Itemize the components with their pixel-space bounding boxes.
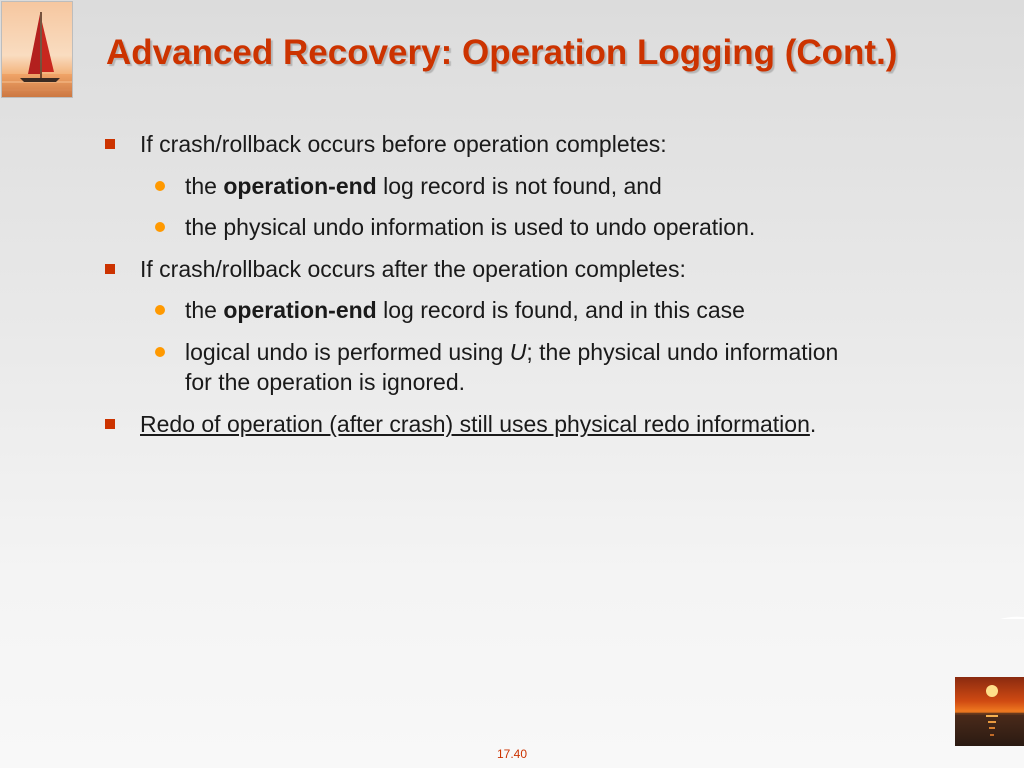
sunset-icon (955, 677, 1024, 746)
round-bullet-icon (155, 305, 165, 315)
bullet-item: If crash/rollback occurs before operation completes: (140, 131, 667, 157)
sub-bullet-item: the operation-end log record is not found, and (185, 173, 662, 199)
bullet-item: If crash/rollback occurs after the operation completes: (140, 256, 686, 282)
page-number: 17.40 (497, 747, 528, 761)
sailboat-logo-icon (1, 1, 73, 98)
underlined-text: Redo of operation (after crash) still uses physical redo information (140, 411, 810, 437)
bold-term: operation-end (223, 173, 377, 199)
sub-bullet-continuation: for the operation is ignored. (185, 369, 466, 395)
italic-term: U (509, 339, 527, 365)
square-bullet-icon (105, 419, 115, 429)
round-bullet-icon (155, 181, 165, 191)
square-bullet-icon (105, 139, 115, 149)
round-bullet-icon (155, 222, 165, 232)
round-bullet-icon (155, 347, 165, 357)
square-bullet-icon (105, 264, 115, 274)
slide-title: Advanced Recovery: Operation Logging (Cont.) (106, 33, 898, 72)
sub-bullet-item: logical undo is performed using U; the physical undo information (185, 339, 839, 365)
sub-bullet-item: the operation-end log record is found, and in this case (185, 297, 745, 323)
bullet-item: Redo of operation (after crash) still uses physical redo information. (140, 411, 817, 437)
decorative-streak (1000, 607, 1024, 611)
bold-term: operation-end (223, 297, 377, 323)
sub-bullet-item: the physical undo information is used to undo operation. (185, 214, 756, 240)
